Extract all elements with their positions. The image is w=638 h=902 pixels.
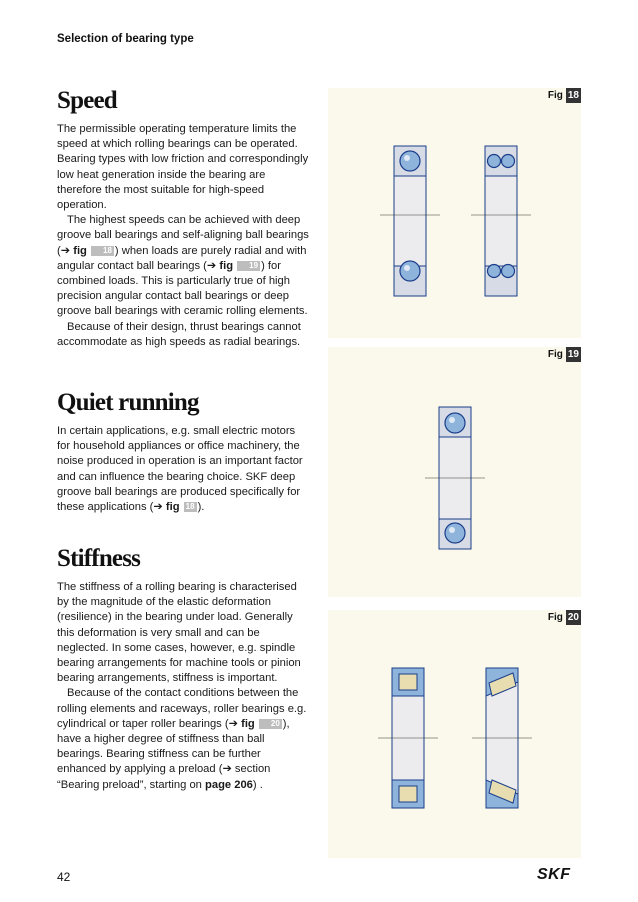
stiffness-paragraph-2: Because of the contact conditions between the rolling elements and raceways, roller bearings e.g. cylindrical or taper roller bearings (➔ fig 20 ), have a higher degree of stiffness than ball bearings. Bearing stiffness can be further enhanced by applying a preload (➔ section “Bearing preload”, starting on page 206) . <box>57 687 307 791</box>
arrow-icon: ➔ <box>222 763 232 776</box>
stiffness-body <box>57 580 309 793</box>
deep-groove-ball-bearing-icon <box>380 146 440 296</box>
quiet-running-section <box>57 388 309 515</box>
angular-contact-ball-bearing-icon <box>425 407 485 549</box>
figure-20-panel <box>328 610 581 858</box>
figure-19-label: Fig 19 <box>547 349 579 360</box>
fig-reference[interactable]: ➔ fig <box>60 244 87 257</box>
stiffness-heading: Stiffness <box>57 545 141 572</box>
page-number: 42 <box>57 870 71 884</box>
stiffness-paragraph-1: The stiffness of a rolling bearing is characterised by the magnitude of the elastic deformation (resilience) in the bearing under load. Generally this deformation is very small and can be neglected. In some cases, however, e.g. spindle bearing arrangements for machine tools or pinion bearing arrangements, stiffness is important. <box>57 581 301 685</box>
figure-20-drawing <box>328 610 581 858</box>
skf-logo: SKF <box>537 866 571 883</box>
fig-18-badge: 18 <box>185 502 195 512</box>
fig-reference[interactable]: ➔ fig <box>206 259 234 272</box>
fig-18-badge: 18 <box>91 246 114 256</box>
speed-heading: Speed <box>57 87 117 114</box>
quiet-running-body <box>57 424 309 515</box>
speed-paragraph-3: Because of their design, thrust bearings cannot accommodate as high speeds as radial bearings. <box>57 320 301 348</box>
speed-paragraph-1: The permissible operating temperature limits the speed at which rolling bearings can be operated. Bearing types with low friction and correspondingly low heat generation inside the bearing are therefore the most suitable for high-speed operation. <box>57 123 309 212</box>
speed-section <box>57 86 309 350</box>
figure-19-drawing <box>328 347 581 597</box>
speed-body <box>57 122 309 350</box>
self-aligning-ball-bearing-icon <box>471 146 531 296</box>
fig-reference[interactable]: ➔ fig <box>153 501 180 514</box>
page-reference[interactable]: page 206 <box>205 778 253 791</box>
taper-roller-bearing-icon <box>472 668 532 808</box>
cylindrical-roller-bearing-icon <box>378 668 438 808</box>
figure-20-label: Fig 20 <box>547 612 579 623</box>
figure-18-drawing <box>328 88 581 338</box>
speed-paragraph-2: The highest speeds can be achieved with deep groove ball bearings and self-aligning ball bearings (➔ fig 18 ) when loads are purely radial and with angular contact ball bearings (➔ fig 19 ) for combined loads. This is particularly true of high precision angular contact ball bearings or deep groove ball bearings with ceramic rolling elements. <box>57 214 309 318</box>
running-header: Selection of bearing type <box>57 33 194 45</box>
fig-reference[interactable]: ➔ fig <box>228 717 255 730</box>
figure-18-panel <box>328 88 581 338</box>
figure-18-label: Fig 18 <box>547 90 579 101</box>
stiffness-section <box>57 544 309 793</box>
fig-19-badge: 19 <box>237 261 260 271</box>
figure-19-panel <box>328 347 581 597</box>
quiet-running-paragraph: In certain applications, e.g. small electric motors for household appliances or office machinery, the noise produced in operation is an important factor and can influence the bearing choice. SKF deep groove ball bearings are produced specifically for these applications (➔ fig 18 ). <box>57 425 303 514</box>
fig-20-badge: 20 <box>259 719 282 729</box>
quiet-running-heading: Quiet running <box>57 389 199 416</box>
